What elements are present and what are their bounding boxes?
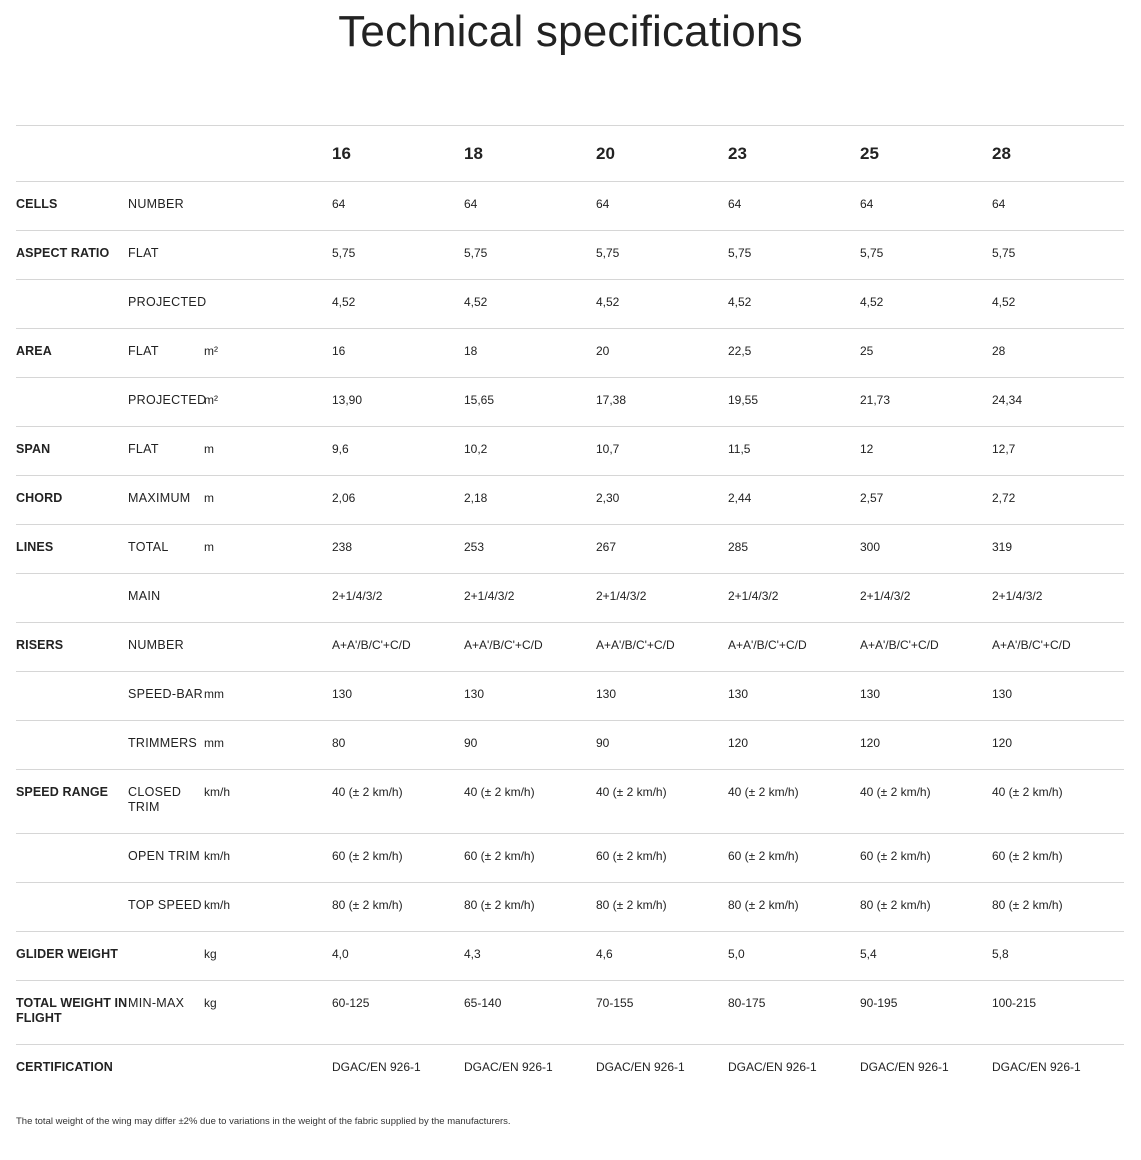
size-header: 23 <box>728 144 747 163</box>
spec-value-cell: 4,52 <box>332 295 356 309</box>
spec-value-cell: 238 <box>332 540 353 554</box>
spec-value-cell: 40 (± 2 km/h) <box>464 785 535 799</box>
table-row <box>16 329 1124 378</box>
spec-value-cell: DGAC/EN 926-1 <box>332 1060 421 1074</box>
spec-value-cell: 130 <box>596 687 617 701</box>
spec-value-cell: 10,2 <box>464 442 488 456</box>
spec-value-cell: 64 <box>596 197 610 211</box>
spec-value-cell: 2,57 <box>860 491 884 505</box>
table-row <box>16 574 1124 623</box>
spec-value-cell: 130 <box>464 687 485 701</box>
row-unit: km/h <box>204 849 231 863</box>
row-unit <box>204 182 332 231</box>
spec-value-cell: 319 <box>992 540 1013 554</box>
spec-value-cell: 2+1/4/3/2 <box>860 589 911 603</box>
spec-value-cell: 2,06 <box>332 491 356 505</box>
spec-value-cell: 12 <box>860 442 874 456</box>
row-group-label: SPAN <box>16 442 51 456</box>
spec-value-cell: 4,3 <box>464 947 481 961</box>
spec-value-cell: 64 <box>464 197 478 211</box>
row-parameter-label: NUMBER <box>128 197 184 211</box>
row-unit: m <box>204 540 214 554</box>
table-row <box>16 476 1124 525</box>
size-header: 25 <box>860 144 879 163</box>
spec-value-cell: 80 (± 2 km/h) <box>596 898 667 912</box>
row-unit <box>204 574 332 623</box>
table-row <box>16 770 1124 834</box>
spec-value-cell: 64 <box>860 197 874 211</box>
spec-value-cell: 60 (± 2 km/h) <box>860 849 931 863</box>
row-group-label: CHORD <box>16 491 63 505</box>
spec-value-cell: A+A'/B/C'+C/D <box>728 638 807 652</box>
spec-value-cell: 40 (± 2 km/h) <box>332 785 403 799</box>
row-unit: m <box>204 491 214 505</box>
spec-value-cell: 64 <box>332 197 346 211</box>
spec-value-cell: 80 (± 2 km/h) <box>728 898 799 912</box>
spec-value-cell: 5,75 <box>992 246 1016 260</box>
spec-value-cell: 5,75 <box>860 246 884 260</box>
spec-value-cell: DGAC/EN 926-1 <box>992 1060 1081 1074</box>
row-parameter-label: MAIN <box>128 589 161 603</box>
spec-value-cell: 4,6 <box>596 947 613 961</box>
row-unit: km/h <box>204 898 231 912</box>
spec-value-cell: 60 (± 2 km/h) <box>728 849 799 863</box>
spec-value-cell: A+A'/B/C'+C/D <box>596 638 675 652</box>
table-row <box>16 280 1124 329</box>
table-row <box>16 623 1124 672</box>
spec-value-cell: 80 <box>332 736 346 750</box>
spec-value-cell: 253 <box>464 540 485 554</box>
spec-value-cell: 16 <box>332 344 346 358</box>
row-unit <box>204 623 332 672</box>
table-row <box>16 1045 1124 1094</box>
spec-value-cell: 90 <box>596 736 610 750</box>
row-unit: km/h <box>204 785 231 799</box>
row-group-label <box>16 721 128 770</box>
row-group-label <box>16 834 128 883</box>
row-group-label: SPEED RANGE <box>16 785 109 799</box>
spec-value-cell: A+A'/B/C'+C/D <box>464 638 543 652</box>
spec-value-cell: 40 (± 2 km/h) <box>728 785 799 799</box>
spec-value-cell: 130 <box>992 687 1013 701</box>
spec-value-cell: 5,75 <box>728 246 752 260</box>
row-parameter-label: PROJECTED <box>128 295 207 309</box>
spec-value-cell: 5,8 <box>992 947 1009 961</box>
spec-value-cell: 130 <box>332 687 353 701</box>
spec-value-cell: 65-140 <box>464 996 502 1010</box>
spec-value-cell: DGAC/EN 926-1 <box>596 1060 685 1074</box>
spec-value-cell: 60 (± 2 km/h) <box>596 849 667 863</box>
size-header: 16 <box>332 144 351 163</box>
table-header-row <box>16 126 1124 182</box>
spec-value-cell: 40 (± 2 km/h) <box>860 785 931 799</box>
header-blank-cell <box>204 126 332 182</box>
spec-value-cell: 80 (± 2 km/h) <box>332 898 403 912</box>
spec-value-cell: 120 <box>992 736 1013 750</box>
row-parameter-label: MIN-MAX <box>128 996 185 1010</box>
table-row <box>16 427 1124 476</box>
spec-value-cell: 13,90 <box>332 393 363 407</box>
spec-value-cell: 4,52 <box>596 295 620 309</box>
table-row <box>16 932 1124 981</box>
spec-value-cell: 120 <box>860 736 881 750</box>
spec-value-cell: 100-215 <box>992 996 1037 1010</box>
spec-value-cell: 60 (± 2 km/h) <box>332 849 403 863</box>
spec-value-cell: 40 (± 2 km/h) <box>596 785 667 799</box>
row-unit <box>204 1045 332 1094</box>
spec-value-cell: 24,34 <box>992 393 1023 407</box>
spec-value-cell: 11,5 <box>728 442 751 456</box>
row-unit: kg <box>204 996 217 1010</box>
row-parameter-label: FLAT <box>128 442 159 456</box>
specs-table <box>16 125 1124 1093</box>
spec-value-cell: 267 <box>596 540 617 554</box>
spec-value-cell: 4,0 <box>332 947 349 961</box>
row-parameter-label <box>128 1045 204 1094</box>
spec-value-cell: 5,0 <box>728 947 745 961</box>
spec-value-cell: 2,72 <box>992 491 1016 505</box>
spec-value-cell: 25 <box>860 344 874 358</box>
row-group-label: CELLS <box>16 197 58 211</box>
table-row <box>16 834 1124 883</box>
spec-value-cell: DGAC/EN 926-1 <box>464 1060 553 1074</box>
row-unit: mm <box>204 687 224 701</box>
spec-value-cell: A+A'/B/C'+C/D <box>332 638 411 652</box>
spec-value-cell: 12,7 <box>992 442 1016 456</box>
spec-value-cell: 21,73 <box>860 393 891 407</box>
spec-value-cell: 2+1/4/3/2 <box>992 589 1043 603</box>
header-blank-cell <box>128 126 204 182</box>
spec-value-cell: 9,6 <box>332 442 349 456</box>
spec-value-cell: 19,55 <box>728 393 759 407</box>
row-parameter-label: SPEED-BAR <box>128 687 203 701</box>
row-unit: m <box>204 442 214 456</box>
spec-value-cell: 4,52 <box>992 295 1016 309</box>
row-group-label: AREA <box>16 344 52 358</box>
row-parameter-label: TRIMMERS <box>128 736 198 750</box>
spec-value-cell: 28 <box>992 344 1006 358</box>
row-group-label <box>16 672 128 721</box>
row-unit: mm <box>204 736 224 750</box>
spec-value-cell: 60 (± 2 km/h) <box>464 849 535 863</box>
spec-value-cell: 4,52 <box>860 295 884 309</box>
row-group-label: ASPECT RATIO <box>16 246 110 260</box>
spec-value-cell: 20 <box>596 344 610 358</box>
spec-value-cell: 5,4 <box>860 947 877 961</box>
row-parameter-label: MAXIMUM <box>128 491 191 505</box>
spec-value-cell: 22,5 <box>728 344 752 358</box>
table-row <box>16 981 1124 1045</box>
spec-value-cell: 2,18 <box>464 491 488 505</box>
row-parameter-label: TOTAL <box>128 540 169 554</box>
spec-value-cell: 5,75 <box>332 246 356 260</box>
header-blank-cell <box>16 126 128 182</box>
row-parameter-label: TOP SPEED <box>128 898 202 912</box>
row-parameter-label: NUMBER <box>128 638 184 652</box>
row-group-label: TOTAL WEIGHT IN FLIGHT <box>16 996 128 1025</box>
row-parameter-label: OPEN TRIM <box>128 849 200 863</box>
spec-value-cell: 2,44 <box>728 491 752 505</box>
spec-value-cell: DGAC/EN 926-1 <box>728 1060 817 1074</box>
table-row <box>16 883 1124 932</box>
spec-value-cell: 15,65 <box>464 393 495 407</box>
size-header: 18 <box>464 144 483 163</box>
spec-value-cell: 130 <box>860 687 881 701</box>
spec-value-cell: 60-125 <box>332 996 370 1010</box>
spec-value-cell: 2+1/4/3/2 <box>596 589 647 603</box>
spec-value-cell: A+A'/B/C'+C/D <box>992 638 1071 652</box>
row-group-label: GLIDER WEIGHT <box>16 947 118 961</box>
spec-value-cell: 90 <box>464 736 478 750</box>
spec-value-cell: 285 <box>728 540 749 554</box>
spec-value-cell: 17,38 <box>596 393 627 407</box>
spec-value-cell: 2+1/4/3/2 <box>728 589 779 603</box>
page-title: Technical specifications <box>338 7 803 56</box>
row-parameter-label: CLOSED TRIM <box>128 785 182 814</box>
row-group-label: CERTIFICATION <box>16 1060 113 1074</box>
spec-value-cell: 70-155 <box>596 996 634 1010</box>
spec-value-cell: 300 <box>860 540 881 554</box>
spec-value-cell: 5,75 <box>596 246 620 260</box>
size-header: 28 <box>992 144 1011 163</box>
row-group-label: RISERS <box>16 638 64 652</box>
row-unit: m² <box>204 344 218 358</box>
spec-value-cell: 64 <box>992 197 1006 211</box>
row-group-label <box>16 574 128 623</box>
spec-value-cell: 80 (± 2 km/h) <box>464 898 535 912</box>
spec-value-cell: 40 (± 2 km/h) <box>992 785 1063 799</box>
row-parameter-label: FLAT <box>128 246 159 260</box>
row-parameter-label: FLAT <box>128 344 159 358</box>
specs-table-body <box>16 182 1124 1094</box>
spec-value-cell: 64 <box>728 197 742 211</box>
row-group-label: LINES <box>16 540 54 554</box>
row-parameter-label: PROJECTED <box>128 393 207 407</box>
spec-value-cell: 90-195 <box>860 996 898 1010</box>
row-group-label <box>16 378 128 427</box>
row-unit <box>204 280 332 329</box>
spec-value-cell: 2+1/4/3/2 <box>332 589 383 603</box>
spec-value-cell: 80 (± 2 km/h) <box>992 898 1063 912</box>
spec-value-cell: 18 <box>464 344 478 358</box>
spec-value-cell: 10,7 <box>596 442 620 456</box>
row-group-label <box>16 883 128 932</box>
row-unit: m² <box>204 393 218 407</box>
spec-value-cell: 120 <box>728 736 749 750</box>
table-row <box>16 182 1124 231</box>
spec-value-cell: 5,75 <box>464 246 488 260</box>
spec-value-cell: 4,52 <box>464 295 488 309</box>
spec-value-cell: DGAC/EN 926-1 <box>860 1060 949 1074</box>
row-group-label <box>16 280 128 329</box>
spec-value-cell: 60 (± 2 km/h) <box>992 849 1063 863</box>
spec-value-cell: 80 (± 2 km/h) <box>860 898 931 912</box>
row-parameter-label <box>128 932 204 981</box>
spec-value-cell: 2+1/4/3/2 <box>464 589 515 603</box>
spec-value-cell: 80-175 <box>728 996 766 1010</box>
size-header: 20 <box>596 144 615 163</box>
row-unit <box>204 231 332 280</box>
spec-value-cell: 130 <box>728 687 749 701</box>
footnote: The total weight of the wing may differ ±2% due to variations in the weight of the fabric supplied by the manufacturers. <box>16 1116 511 1127</box>
table-row <box>16 231 1124 280</box>
row-unit: kg <box>204 947 217 961</box>
table-row <box>16 672 1124 721</box>
table-row <box>16 378 1124 427</box>
spec-value-cell: 2,30 <box>596 491 620 505</box>
table-row <box>16 525 1124 574</box>
spec-value-cell: A+A'/B/C'+C/D <box>860 638 939 652</box>
spec-value-cell: 4,52 <box>728 295 752 309</box>
table-row <box>16 721 1124 770</box>
